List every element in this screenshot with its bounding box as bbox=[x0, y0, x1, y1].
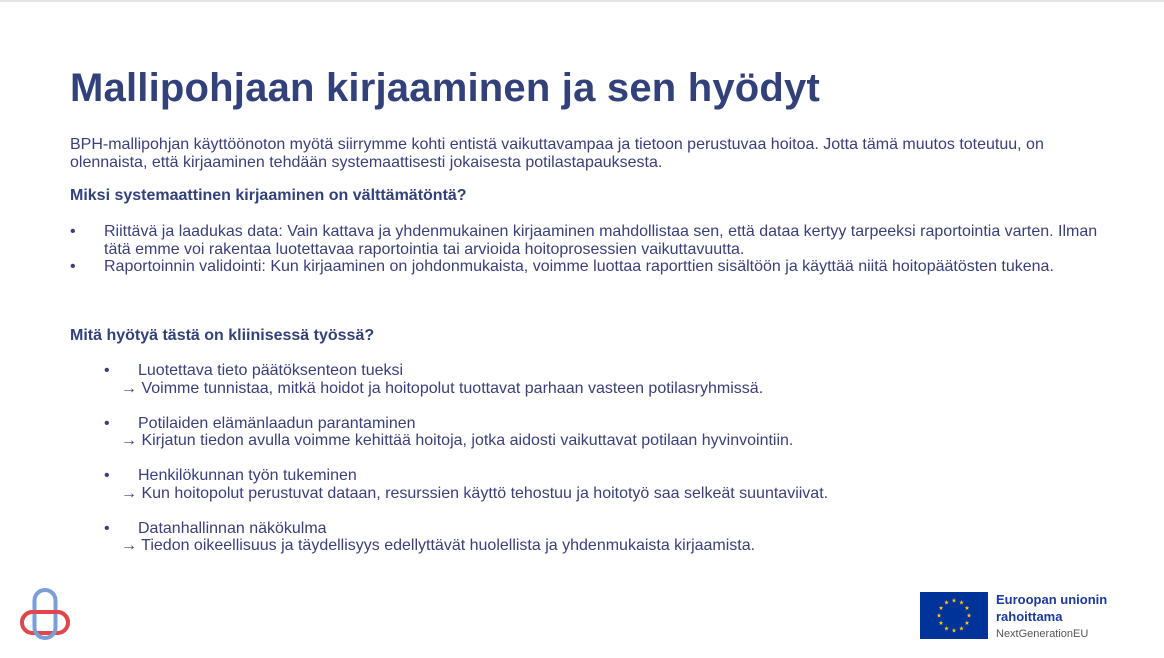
list-item bbox=[70, 362, 1110, 397]
bullet-icon: • bbox=[104, 414, 110, 432]
eu-text-line2: rahoittama bbox=[996, 609, 1063, 624]
benefit-detail: → Tiedon oikeellisuus ja täydellisyys edellyttävät huolellista ja yhdenmukaista kirjaamista. bbox=[121, 537, 756, 554]
benefit-label: Henkilökunnan työn tukeminen bbox=[138, 467, 357, 484]
why-item-text: Raportoinnin validointi: Kun kirjaaminen on johdonmukaista, voimme luottaa raporttien sisältöön ja käyttää niitä hoitopäätösten tukena. bbox=[104, 258, 1054, 275]
benefit-detail: → Kun hoitopolut perustuvat dataan, resurssien käyttö tehostuu ja hoitotyö saa selkeät suuntaviivat. bbox=[121, 484, 829, 502]
list-item bbox=[70, 520, 1110, 555]
slide-title: Mallipohjaan kirjaaminen ja sen hyödyt bbox=[70, 66, 821, 110]
list-item bbox=[70, 415, 1110, 450]
bullet-icon: • bbox=[70, 223, 76, 240]
why-item-text: Riittävä ja laadukas data: Vain kattava ja yhdenmukainen kirjaaminen mahdollistaa sen, että dataa kertyy tarpeeksi raportointia varten. Ilman tätä emme voi rakentaa luotettavaa raportointia tai arvioida hoitoprosessien vaikuttavuutta. bbox=[104, 223, 1098, 258]
benefits-list bbox=[70, 362, 1110, 572]
benefit-label: Datanhallinnan näkökulma bbox=[138, 519, 327, 537]
list-item bbox=[70, 467, 1110, 502]
interlocking-rings-logo-icon bbox=[16, 586, 74, 644]
benefit-label: Luotettava tieto päätöksenteon tueksi bbox=[138, 362, 404, 379]
bullet-icon: • bbox=[70, 258, 76, 275]
bullet-icon: • bbox=[104, 362, 110, 379]
list-item bbox=[70, 223, 1110, 258]
benefit-detail: → Kirjatun tiedon avulla voimme kehittää hoitoja, jotka aidosti vaikuttavat potilaan hyvinvointiin. bbox=[121, 432, 794, 449]
eu-text-line3: NextGenerationEU bbox=[996, 628, 1089, 640]
intro-paragraph: BPH-mallipohjan käyttöönoton myötä siirrymme kohti entistä vaikuttavampaa ja tietoon perustuvaa hoitoa. Jotta tämä muutos toteutuu, on olennaista, että kirjaaminen tehdään systemaattisesti jokaisesta potilastapauksesta. bbox=[70, 136, 1044, 171]
benefits-heading: Mitä hyötyä tästä on kliinisessä työssä? bbox=[70, 327, 375, 344]
top-divider bbox=[0, 0, 1164, 2]
eu-text-line1: Euroopan unionin bbox=[996, 592, 1108, 607]
benefit-detail: → Voimme tunnistaa, mitkä hoidot ja hoitopolut tuottavat parhaan vasteen potilasryhmissä. bbox=[121, 379, 764, 397]
bullet-icon: • bbox=[104, 519, 110, 537]
why-list bbox=[70, 223, 1110, 276]
eu-flag-icon bbox=[920, 592, 988, 639]
benefit-label: Potilaiden elämänlaadun parantaminen bbox=[138, 414, 416, 432]
list-item bbox=[70, 258, 1110, 276]
why-heading: Miksi systemaattinen kirjaaminen on välttämätöntä? bbox=[70, 187, 467, 204]
bullet-icon: • bbox=[104, 467, 110, 484]
